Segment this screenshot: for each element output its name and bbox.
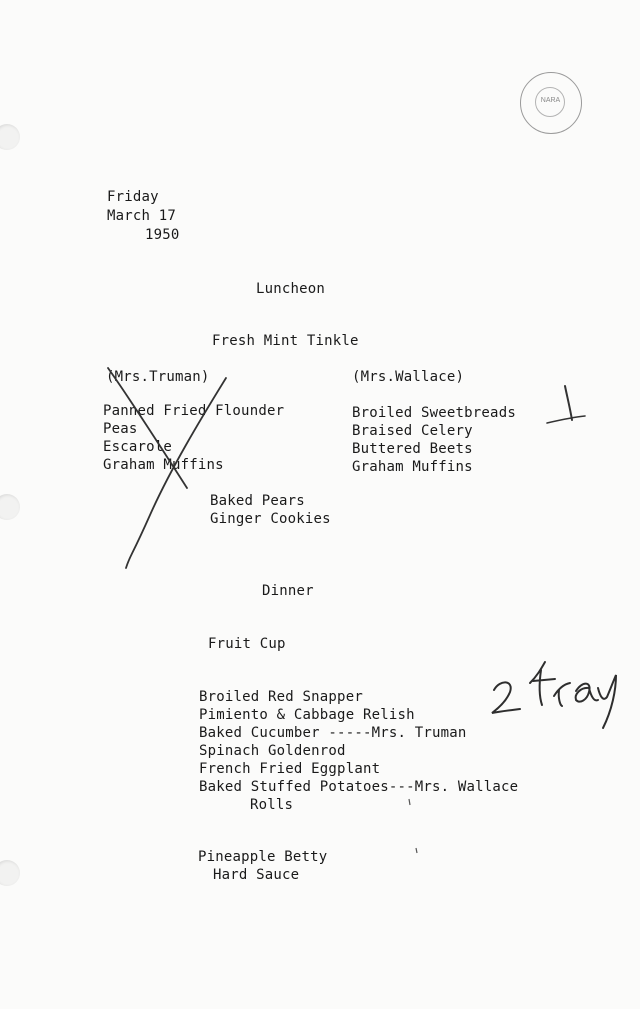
luncheon-dessert: Baked Pears — [210, 493, 305, 509]
dinner-heading: Dinner — [262, 583, 314, 599]
punch-hole — [0, 860, 20, 886]
dinner-item: Pimiento & Cabbage Relish — [199, 707, 415, 723]
punch-hole — [0, 494, 20, 520]
archive-stamp — [520, 72, 582, 134]
truman-item: Panned Fried Flounder — [103, 403, 285, 419]
dinner-item: Baked Stuffed Potatoes---Mrs. Wallace — [199, 779, 519, 795]
dinner-item: Spinach Goldenrod — [199, 743, 346, 759]
dinner-item: Baked Cucumber -----Mrs. Truman — [199, 725, 467, 741]
menu-year: 1950 — [145, 227, 180, 243]
menu-day: Friday — [107, 189, 159, 205]
punch-hole — [0, 124, 20, 150]
handwritten-one — [547, 386, 585, 423]
truman-item: Peas — [103, 421, 138, 437]
dinner-sauce: Hard Sauce — [213, 867, 300, 883]
stamp-text: NARA — [540, 97, 561, 104]
dinner-item: Rolls — [250, 797, 294, 813]
luncheon-dessert: Ginger Cookies — [210, 511, 331, 527]
dinner-item: French Fried Eggplant — [199, 761, 381, 777]
truman-label: (Mrs.Truman) — [106, 369, 210, 385]
pencil-tick — [409, 799, 410, 805]
pencil-tick — [416, 848, 417, 853]
wallace-item: Graham Muffins — [352, 459, 473, 475]
dinner-dessert: Pineapple Betty — [198, 849, 328, 865]
wallace-item: Buttered Beets — [352, 441, 473, 457]
truman-item: Escarole — [103, 439, 173, 455]
menu-date: March 17 — [107, 208, 177, 224]
truman-item: Graham Muffins — [103, 457, 224, 473]
wallace-label: (Mrs.Wallace) — [352, 369, 465, 385]
handwritten-note — [492, 662, 616, 728]
luncheon-heading: Luncheon — [256, 281, 326, 297]
dinner-item: Broiled Red Snapper — [199, 689, 363, 705]
dinner-starter: Fruit Cup — [208, 636, 286, 652]
wallace-item: Broiled Sweetbreads — [352, 405, 516, 421]
wallace-item: Braised Celery — [352, 423, 473, 439]
luncheon-starter: Fresh Mint Tinkle — [212, 333, 359, 349]
